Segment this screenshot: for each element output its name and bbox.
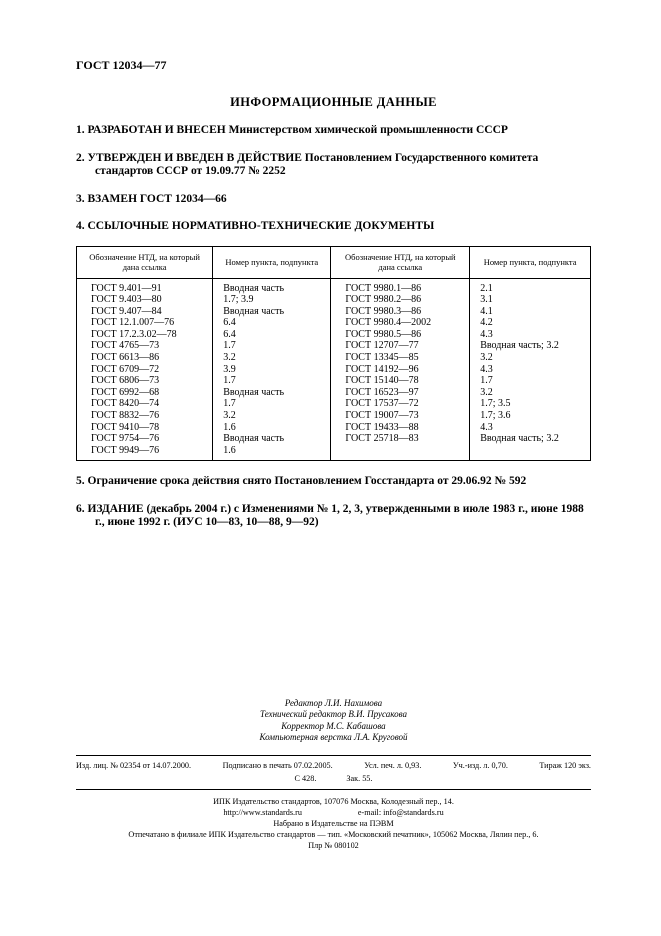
cell-clause-number: 4.3: [470, 422, 591, 434]
cell-clause-number: 4.3: [470, 364, 591, 376]
table-row: [77, 278, 591, 294]
cell-clause-number: Вводная часть: [213, 278, 331, 294]
cell-clause-number: 3.2: [470, 352, 591, 364]
table-row: [77, 294, 591, 306]
table-row: [77, 340, 591, 352]
table-row: [77, 306, 591, 318]
item-text: РАЗРАБОТАН И ВНЕСЕН Министерством химической промышленности СССР: [87, 124, 508, 136]
cell-clause-number: 4.1: [470, 306, 591, 318]
cell-clause-number: [470, 445, 591, 461]
table-row: [77, 398, 591, 410]
item-number: 1.: [76, 124, 85, 136]
imprint-zak: Зак. 55.: [346, 773, 373, 783]
cell-ntd-designation: [331, 445, 470, 461]
publisher-typeset: Набрано в Издательстве на ПЭВМ: [273, 818, 394, 828]
cell-clause-number: 1.7; 3.5: [470, 398, 591, 410]
item-text: Ограничение срока действия снято Постановлением Госстандарта от 29.06.92 № 592: [87, 475, 527, 488]
imprint-signed: Подписано в печать 07.02.2005.: [222, 760, 333, 770]
cell-ntd-designation: ГОСТ 9980.1—86: [331, 278, 470, 294]
cell-ntd-designation: ГОСТ 16523—97: [331, 387, 470, 399]
cell-ntd-designation: ГОСТ 9980.3—86: [331, 306, 470, 318]
item-text: УТВЕРЖДЕН И ВВЕДЕН В ДЕЙСТВИЕ Постановлением Государственного комитета стандартов СССР от 19.09.77 № 2252: [87, 151, 539, 177]
cell-ntd-designation: ГОСТ 8832—76: [77, 410, 213, 422]
cell-ntd-designation: ГОСТ 9949—76: [77, 445, 213, 461]
cell-ntd-designation: ГОСТ 12.1.007—76: [77, 317, 213, 329]
cell-clause-number: 1.6: [213, 445, 331, 461]
table-row: [77, 364, 591, 376]
publisher-printed: Отпечатано в филиале ИПК Издательство стандартов — тип. «Московский печатник», 105062 Москва, Лялин пер., 6.: [128, 829, 539, 839]
cell-ntd-designation: ГОСТ 6613—86: [77, 352, 213, 364]
ntd-reference-table: [76, 246, 591, 462]
horizontal-rule: [76, 789, 591, 790]
cell-ntd-designation: ГОСТ 6806—73: [77, 375, 213, 387]
credit-role: Корректор: [281, 720, 325, 731]
imprint-uch: Уч.-изд. л. 0,70.: [452, 760, 508, 770]
cell-clause-number: 1.7; 3.9: [213, 294, 331, 306]
cell-clause-number: 1.7: [213, 375, 331, 387]
cell-ntd-designation: ГОСТ 9.403—80: [77, 294, 213, 306]
credit-corrector: [76, 721, 591, 733]
credit-name: В.И. Прусакова: [348, 709, 407, 720]
cell-ntd-designation: ГОСТ 9.401—91: [77, 278, 213, 294]
cell-clause-number: 2.1: [470, 278, 591, 294]
cell-ntd-designation: ГОСТ 9980.2—86: [331, 294, 470, 306]
ntd-table-body: [77, 278, 591, 461]
imprint-line-2: [76, 774, 591, 784]
item-number: 5.: [76, 475, 85, 488]
cell-clause-number: 3.9: [213, 364, 331, 376]
credit-layout: [76, 732, 591, 744]
cell-ntd-designation: ГОСТ 14192—96: [331, 364, 470, 376]
cell-ntd-designation: ГОСТ 17537—72: [331, 398, 470, 410]
credit-role: Технический редактор: [260, 709, 347, 720]
imprint-line-1: [76, 761, 591, 771]
header-cell-ntd-right: Обозначение НТД, на который дана ссылка: [331, 246, 470, 278]
cell-ntd-designation: ГОСТ 15140—78: [331, 375, 470, 387]
credit-name: Л.И. Нахимова: [324, 697, 383, 708]
cell-clause-number: Вводная часть: [213, 433, 331, 445]
table-head: [77, 246, 591, 278]
item-text: ВЗАМЕН ГОСТ 12034—66: [87, 192, 227, 205]
cell-ntd-designation: ГОСТ 9980.5—86: [331, 329, 470, 341]
cell-clause-number: Вводная часть; 3.2: [470, 340, 591, 352]
item-number: 6.: [76, 502, 85, 515]
cell-ntd-designation: ГОСТ 19007—73: [331, 410, 470, 422]
table-row: [77, 445, 591, 461]
header-cell-ntd-left: Обозначение НТД, на который дана ссылка: [77, 246, 213, 278]
credit-name: Л.А. Круговой: [354, 732, 408, 743]
info-item-3: [76, 193, 591, 207]
cell-clause-number: Вводная часть: [213, 306, 331, 318]
cell-clause-number: 1.7: [470, 375, 591, 387]
cell-clause-number: 1.7: [213, 340, 331, 352]
cell-clause-number: Вводная часть: [213, 387, 331, 399]
table-row: [77, 410, 591, 422]
cell-clause-number: 3.2: [213, 352, 331, 364]
horizontal-rule: [76, 755, 591, 756]
publisher-url: http://www.standards.ru: [223, 807, 302, 817]
publisher-contacts: [76, 807, 591, 818]
table-row: [77, 433, 591, 445]
info-item-4: [76, 220, 591, 234]
publisher-address: ИПК Издательство стандартов, 107076 Москва, Колодезный пер., 14.: [213, 796, 454, 806]
item-text: ССЫЛОЧНЫЕ НОРМАТИВНО-ТЕХНИЧЕСКИЕ ДОКУМЕНТЫ: [87, 220, 435, 232]
credit-editor: [76, 698, 591, 710]
info-item-1: [76, 124, 591, 138]
cell-ntd-designation: ГОСТ 13345—85: [331, 352, 470, 364]
cell-clause-number: 3.2: [213, 410, 331, 422]
info-item-5: [76, 475, 591, 489]
cell-clause-number: Вводная часть; 3.2: [470, 433, 591, 445]
cell-ntd-designation: ГОСТ 9980.4—2002: [331, 317, 470, 329]
publisher-plr: Плр № 080102: [308, 840, 359, 850]
item-text: ИЗДАНИЕ (декабрь 2004 г.) с Изменениями № 1, 2, 3, утвержденными в июле 1983 г., июне 1988 г., июне 1992 г. (ИУС 10—83, 10—88, 9—92): [87, 502, 584, 529]
header-cell-num-right: Номер пункта, подпункта: [470, 246, 591, 278]
cell-clause-number: 4.2: [470, 317, 591, 329]
doc-code: ГОСТ 12034—77: [76, 58, 167, 72]
page-title: ИНФОРМАЦИОННЫЕ ДАННЫЕ: [230, 95, 437, 109]
cell-ntd-designation: ГОСТ 6709—72: [77, 364, 213, 376]
credit-tech-editor: [76, 709, 591, 721]
table-header-row: [77, 246, 591, 278]
cell-ntd-designation: ГОСТ 8420—74: [77, 398, 213, 410]
info-item-2: [76, 152, 591, 179]
cell-clause-number: 1.6: [213, 422, 331, 434]
cell-ntd-designation: ГОСТ 9410—78: [77, 422, 213, 434]
table-row: [77, 329, 591, 341]
cell-ntd-designation: ГОСТ 9754—76: [77, 433, 213, 445]
item-number: 4.: [76, 220, 85, 232]
credit-name: М.С. Кабашова: [326, 720, 386, 731]
header-cell-num-left: Номер пункта, подпункта: [213, 246, 331, 278]
imprint-usl: Усл. печ. л. 0,93.: [364, 760, 422, 770]
imprint-tirazh: Тираж 120 экз.: [539, 760, 591, 770]
table-row: [77, 317, 591, 329]
publisher-email: e-mail: info@standards.ru: [357, 807, 444, 817]
cell-clause-number: 3.1: [470, 294, 591, 306]
cell-clause-number: 4.3: [470, 329, 591, 341]
credit-role: Редактор: [284, 697, 323, 708]
cell-ntd-designation: ГОСТ 25718—83: [331, 433, 470, 445]
table-row: [77, 422, 591, 434]
cell-ntd-designation: ГОСТ 9.407—84: [77, 306, 213, 318]
cell-clause-number: 6.4: [213, 329, 331, 341]
table-row: [77, 375, 591, 387]
credit-role: Компьютерная верстка: [259, 732, 352, 743]
item-number: 2.: [76, 151, 85, 164]
credits-block: [76, 698, 591, 744]
cell-clause-number: 3.2: [470, 387, 591, 399]
cell-clause-number: 1.7; 3.6: [470, 410, 591, 422]
info-item-6: [76, 503, 591, 530]
cell-ntd-designation: ГОСТ 12707—77: [331, 340, 470, 352]
cell-clause-number: 1.7: [213, 398, 331, 410]
cell-ntd-designation: ГОСТ 4765—73: [77, 340, 213, 352]
table-row: [77, 352, 591, 364]
imprint-c: С 428.: [294, 773, 317, 783]
item-number: 3.: [76, 192, 85, 205]
imprint-license: Изд. лиц. № 02354 от 14.07.2000.: [76, 760, 192, 770]
cell-ntd-designation: ГОСТ 19433—88: [331, 422, 470, 434]
publisher-block: [76, 796, 591, 851]
table-row: [77, 387, 591, 399]
cell-ntd-designation: ГОСТ 6992—68: [77, 387, 213, 399]
cell-clause-number: 6.4: [213, 317, 331, 329]
cell-ntd-designation: ГОСТ 17.2.3.02—78: [77, 329, 213, 341]
